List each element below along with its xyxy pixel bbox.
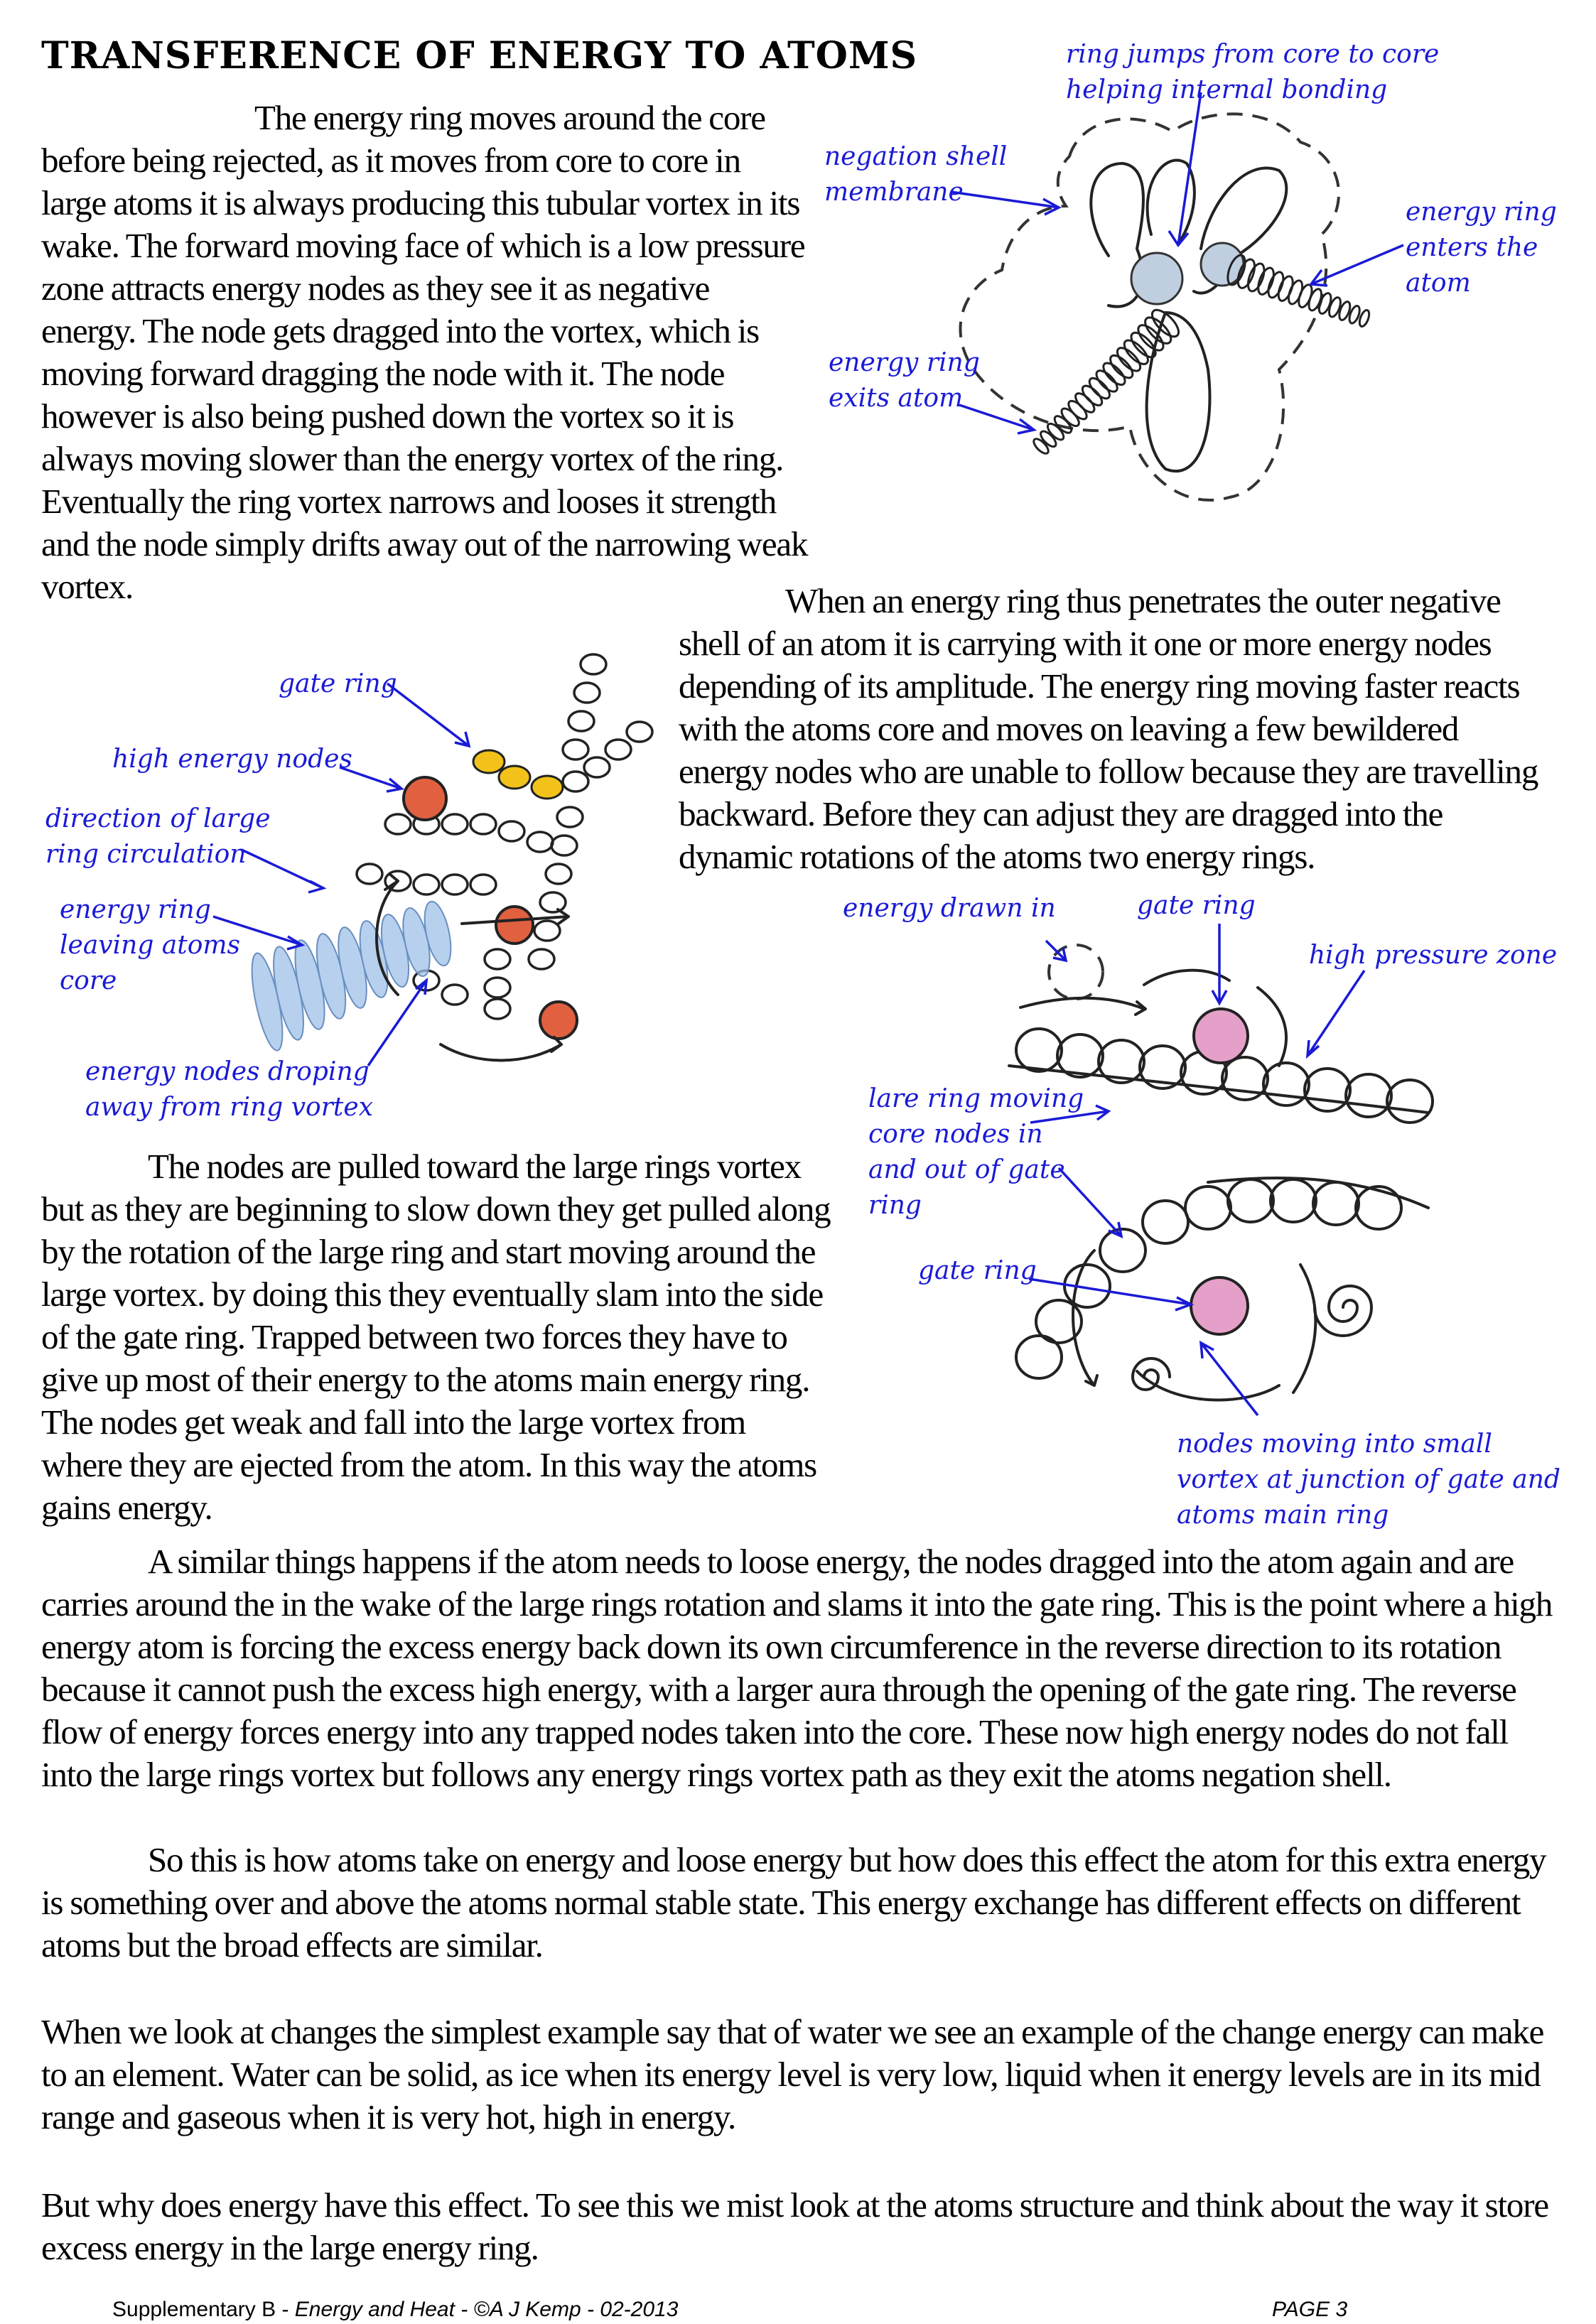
lower-chain-ring	[1356, 1187, 1401, 1229]
paragraph-7: But why does energy have this effect. To see this we mist look at the atoms structure and think about the way it store excess energy in the large energy ring.	[41, 2185, 1548, 2267]
arrow-energy-drawn-in	[1046, 941, 1066, 961]
label-negation-shell: negation shell membrane	[824, 142, 1008, 207]
lower-chain-ring	[1228, 1179, 1273, 1222]
upper-chain-ring	[1016, 1029, 1062, 1071]
page-title: TRANSFERENCE OF ENERGY TO ATOMS	[41, 34, 918, 77]
label-energy-drawn-in: energy drawn in	[843, 894, 1056, 923]
label-energy-ring-enters: energy ring enters the atom	[1406, 198, 1557, 298]
spiral-small-vortex-right	[1315, 1286, 1371, 1336]
label-gate-ring-top: gate ring	[1137, 891, 1256, 920]
footer-copyright: - ©A J Kemp - 02-2013	[454, 2298, 679, 2321]
upper-chain-ring	[1387, 1080, 1433, 1123]
footer-topic: Energy and Heat	[294, 2298, 455, 2321]
paragraph-4: A similar things happens if the atom needs to loose energy, the nodes dragged into the atom again and are carries around the in the wake of the large rings rotation and slams it into the gate ring. This is the point where a high energy atom is forcing the excess energy back down its own circumference in the reverse direction to its rotation because it cannot push the excess high energy, with a larger aura through the opening of the gate ring. The reverse flow of energy forces energy into any trapped nodes taken into the core. These now high energy nodes do not fall into the large rings vortex but follows any energy rings vortex path as they exit the atoms negation shell.	[41, 1542, 1553, 1794]
label-ring-jumps: ring jumps from core to core helping internal bonding	[1066, 40, 1440, 104]
label-energy-nodes-droping: energy nodes droping away from ring vortex	[85, 1057, 373, 1122]
lower-chain-ring	[1271, 1179, 1316, 1222]
paragraph-2: When an energy ring thus penetrates the outer negative shell of an atom it is carrying with it one or more energy nodes depending of its amplitude. The energy ring moving faster reacts with the atoms core and moves on leaving a few bewildered energy nodes who are unable to follow because they are travelling backward. Before they can adjust they are dragged into the dynamic rotations of the atoms two energy rings.	[679, 581, 1538, 876]
paragraph-6: When we look at changes the simplest example say that of water we see an example of the change energy can make to an element. Water can be solid, as ice when its energy level is very low, liquid when it energy levels are in its mid range and gaseous when it is very hot, high in energy.	[41, 2012, 1544, 2136]
lower-chain-ring	[1313, 1182, 1359, 1225]
label-direction: direction of large ring circulation	[45, 804, 271, 869]
label-high-pressure-zone: high pressure zone	[1309, 941, 1558, 970]
arrow-gate-ring-top	[1212, 924, 1226, 1003]
lower-chain-ring	[1185, 1187, 1231, 1229]
label-nodes-moving: nodes moving into small vortex at junction of gate and atoms main ring	[1177, 1429, 1560, 1530]
label-high-energy-nodes: high energy nodes	[112, 745, 352, 774]
footer-page: PAGE 3	[1272, 2298, 1348, 2321]
label-gate-ring: gate ring	[279, 669, 397, 698]
paragraph-5: So this is how atoms take on energy and loose energy but how does this effect the atom for this extra energy is something over and above the atoms normal stable state. This energy exchange has different effects on different atoms but the broad effects are similar.	[41, 1840, 1546, 1964]
lower-chain-ring	[1143, 1201, 1188, 1243]
upper-chain-ring	[1346, 1074, 1391, 1117]
footer-left	[112, 2298, 678, 2322]
gate-ring-core-top	[1194, 1009, 1248, 1063]
arrow-high-pressure	[1307, 971, 1364, 1056]
footer-supplement: Supplementary B -	[112, 2298, 295, 2321]
label-energy-ring-exits: energy ring exits atom	[829, 348, 980, 413]
lower-chain-ring	[1100, 1229, 1145, 1272]
footer-page-number	[1272, 2298, 1347, 2322]
label-energy-ring-leaving: energy ring leaving atoms core	[60, 895, 241, 995]
gate-ring-core-bottom	[1191, 1277, 1248, 1334]
arrow-nodes-moving	[1201, 1343, 1258, 1415]
flow-lines-bottom	[1073, 1250, 1315, 1400]
label-lare-ring: lare ring moving core nodes in and out of gate ring	[868, 1084, 1084, 1220]
paragraph-3: The nodes are pulled toward the large rings vortex but as they are beginning to slow down they get pulled along by the rotation of the large ring and start moving around the large vortex. by doing this they eventually slam into the side of the gate ring. Trapped between two forces they have to give up most of their energy to the atoms main energy ring. The nodes get weak and fall into the large vortex from where they are ejected from the atom. In this way the atoms gains energy.	[41, 1147, 831, 1527]
paragraph-1: The energy ring moves around the core before being rejected, as it moves from core to core in large atoms it is always producing this tubular vortex in its wake. The forward moving face of which is a low pressure zone attracts energy nodes as they see it as negative energy. The node gets dragged into the vortex, which is moving forward dragging the node with it. The node however is also being pushed down the vortex so it is always moving slower than the energy vortex of the ring. Eventually the ring vortex narrows and looses it strength and the node simply drifts away out of the narrowing weak vortex.	[41, 98, 808, 606]
upper-chain-ring	[1305, 1069, 1350, 1111]
label-gate-ring-mid: gate ring	[918, 1256, 1037, 1285]
